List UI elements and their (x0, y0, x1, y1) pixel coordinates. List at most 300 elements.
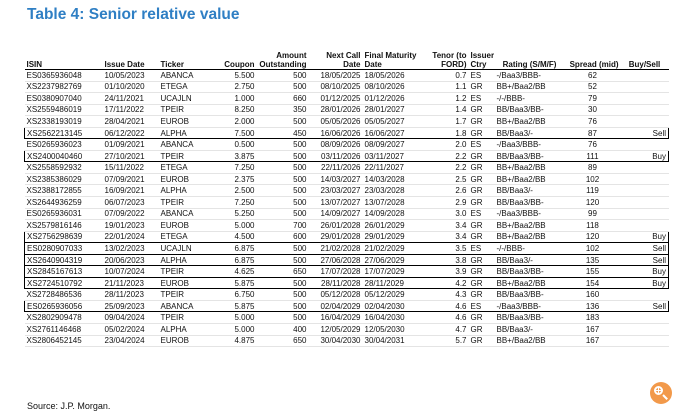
tenor-cell: 5.7 (423, 335, 469, 347)
ticker-cell: TPEIR (159, 266, 211, 278)
spread-cell: 135 (565, 254, 621, 266)
senior-relative-value-table (24, 32, 669, 347)
final-maturity-date-cell: 08/09/2027 (363, 139, 423, 151)
issuer-ctry-cell: GR (469, 197, 495, 209)
coupon-cell: 5.500 (211, 70, 257, 82)
issuer-ctry-cell: GR (469, 266, 495, 278)
amount-outstanding-cell: 500 (257, 312, 309, 324)
final-maturity-date-cell: 26/01/2029 (363, 220, 423, 232)
isin-cell: ES0280907033 (25, 243, 103, 255)
amount-outstanding-cell: 700 (257, 220, 309, 232)
issuer-ctry-cell: GR (469, 220, 495, 232)
next-call-date-cell: 12/05/2029 (309, 324, 363, 336)
next-call-date-cell: 23/03/2027 (309, 185, 363, 197)
amount-outstanding-cell: 500 (257, 243, 309, 255)
ticker-cell: ETEGA (159, 231, 211, 243)
ticker-cell: EUROB (159, 277, 211, 289)
isin-cell: XS2237982769 (25, 81, 103, 93)
final-maturity-date-cell: 29/01/2029 (363, 231, 423, 243)
buy-sell-cell: Buy (621, 266, 669, 278)
issuer-ctry-cell: GR (469, 324, 495, 336)
coupon-cell: 2.000 (211, 116, 257, 128)
next-call-date-cell: 17/07/2028 (309, 266, 363, 278)
ticker-cell: TPEIR (159, 197, 211, 209)
next-call-date-cell: 16/06/2026 (309, 127, 363, 139)
col-header-coupon: Coupon (211, 32, 257, 70)
tenor-cell: 3.5 (423, 243, 469, 255)
isin-cell: ES0265936056 (25, 300, 103, 312)
buy-sell-cell (621, 289, 669, 301)
isin-cell: XS2562213145 (25, 127, 103, 139)
coupon-cell: 5.250 (211, 208, 257, 220)
next-call-date-cell: 05/05/2026 (309, 116, 363, 128)
ticker-cell: ETEGA (159, 162, 211, 174)
table-row (25, 324, 669, 336)
buy-sell-cell (621, 208, 669, 220)
source-note: Source: J.P. Morgan. (27, 401, 111, 411)
issue-date-cell: 22/01/2024 (103, 231, 159, 243)
next-call-date-cell: 26/01/2028 (309, 220, 363, 232)
amount-outstanding-cell: 500 (257, 300, 309, 312)
issuer-ctry-cell: GR (469, 254, 495, 266)
issue-date-cell: 27/10/2021 (103, 150, 159, 162)
issuer-ctry-cell: GR (469, 81, 495, 93)
spread-cell: 52 (565, 81, 621, 93)
ticker-cell: TPEIR (159, 150, 211, 162)
coupon-cell: 5.875 (211, 277, 257, 289)
table-row (25, 300, 669, 312)
spread-cell: 30 (565, 104, 621, 116)
final-maturity-date-cell: 05/12/2029 (363, 289, 423, 301)
isin-cell: ES0265936031 (25, 208, 103, 220)
spread-cell: 155 (565, 266, 621, 278)
final-maturity-date-cell: 23/03/2028 (363, 185, 423, 197)
buy-sell-cell (621, 139, 669, 151)
table-row (25, 243, 669, 255)
coupon-cell: 5.000 (211, 324, 257, 336)
buy-sell-cell (621, 197, 669, 209)
isin-cell: XS2644936259 (25, 197, 103, 209)
table-row (25, 127, 669, 139)
tenor-cell: 3.4 (423, 231, 469, 243)
next-call-date-cell: 29/01/2028 (309, 231, 363, 243)
next-call-date-cell: 08/10/2025 (309, 81, 363, 93)
final-maturity-date-cell: 13/07/2028 (363, 197, 423, 209)
rating-cell: BB+/Baa2/BB (495, 220, 565, 232)
table-row (25, 173, 669, 185)
ticker-cell: TPEIR (159, 104, 211, 116)
spread-cell: 183 (565, 312, 621, 324)
amount-outstanding-cell: 350 (257, 104, 309, 116)
amount-outstanding-cell: 500 (257, 277, 309, 289)
spread-cell: 62 (565, 70, 621, 82)
issue-date-cell: 10/05/2023 (103, 70, 159, 82)
next-call-date-cell: 18/05/2025 (309, 70, 363, 82)
buy-sell-cell: Sell (621, 254, 669, 266)
buy-sell-cell: Buy (621, 231, 669, 243)
tenor-cell: 2.6 (423, 185, 469, 197)
final-maturity-date-cell: 14/09/2028 (363, 208, 423, 220)
final-maturity-date-cell: 08/10/2026 (363, 81, 423, 93)
coupon-cell: 5.000 (211, 220, 257, 232)
rating-cell: BB+/Baa2/BB (495, 335, 565, 347)
issue-date-cell: 10/07/2024 (103, 266, 159, 278)
coupon-cell: 1.000 (211, 93, 257, 105)
next-call-date-cell: 14/09/2027 (309, 208, 363, 220)
issuer-ctry-cell: ES (469, 208, 495, 220)
table-row (25, 104, 669, 116)
issue-date-cell: 20/06/2023 (103, 254, 159, 266)
final-maturity-date-cell: 27/06/2029 (363, 254, 423, 266)
tenor-cell: 4.6 (423, 312, 469, 324)
final-maturity-date-cell: 21/02/2029 (363, 243, 423, 255)
issue-date-cell: 17/11/2022 (103, 104, 159, 116)
final-maturity-date-cell: 03/11/2027 (363, 150, 423, 162)
next-call-date-cell: 30/04/2030 (309, 335, 363, 347)
rating-cell: BB/Baa3/BB- (495, 197, 565, 209)
amount-outstanding-cell: 500 (257, 197, 309, 209)
isin-cell: ES0265936023 (25, 139, 103, 151)
rating-cell: BB/Baa3/BB- (495, 150, 565, 162)
buy-sell-cell (621, 220, 669, 232)
next-call-date-cell: 28/01/2026 (309, 104, 363, 116)
table-body (25, 70, 669, 347)
next-call-date-cell: 13/07/2027 (309, 197, 363, 209)
next-call-date-cell: 05/12/2028 (309, 289, 363, 301)
tenor-cell: 1.7 (423, 116, 469, 128)
coupon-cell: 8.250 (211, 104, 257, 116)
rating-cell: -/-/BBB- (495, 93, 565, 105)
tenor-cell: 2.9 (423, 197, 469, 209)
next-call-date-cell: 02/04/2029 (309, 300, 363, 312)
issue-date-cell: 21/11/2023 (103, 277, 159, 289)
col-header-issue-date: Issue Date (103, 32, 159, 70)
final-maturity-date-cell: 28/01/2027 (363, 104, 423, 116)
spread-cell: 102 (565, 243, 621, 255)
buy-sell-cell (621, 185, 669, 197)
coupon-cell: 6.875 (211, 254, 257, 266)
isin-cell: XS2388172855 (25, 185, 103, 197)
table-row (25, 312, 669, 324)
coupon-cell: 7.250 (211, 162, 257, 174)
issue-date-cell: 06/12/2022 (103, 127, 159, 139)
ticker-cell: TPEIR (159, 289, 211, 301)
buy-sell-cell (621, 93, 669, 105)
ticker-cell: EUROB (159, 335, 211, 347)
spread-cell: 120 (565, 197, 621, 209)
issuer-ctry-cell: GR (469, 150, 495, 162)
spread-cell: 167 (565, 335, 621, 347)
issue-date-cell: 01/10/2020 (103, 81, 159, 93)
coupon-cell: 2.500 (211, 185, 257, 197)
issuer-ctry-cell: GR (469, 335, 495, 347)
amount-outstanding-cell: 500 (257, 116, 309, 128)
isin-cell: XS2579816146 (25, 220, 103, 232)
amount-outstanding-cell: 500 (257, 81, 309, 93)
rating-cell: BB+/Baa2/BB (495, 173, 565, 185)
rating-cell: BB/Baa3/BB- (495, 266, 565, 278)
next-call-date-cell: 03/11/2026 (309, 150, 363, 162)
final-maturity-date-cell: 01/12/2026 (363, 93, 423, 105)
spread-cell: 136 (565, 300, 621, 312)
next-call-date-cell: 21/02/2028 (309, 243, 363, 255)
isin-cell: XS2845167613 (25, 266, 103, 278)
isin-cell: XS2761146468 (25, 324, 103, 336)
col-header-buy-sell: Buy/Sell (621, 32, 669, 70)
buy-sell-cell (621, 81, 669, 93)
rating-cell: -/-/BBB- (495, 243, 565, 255)
rating-cell: BB/Baa3/BB- (495, 104, 565, 116)
amount-outstanding-cell: 500 (257, 162, 309, 174)
table-row (25, 254, 669, 266)
next-call-date-cell: 14/03/2027 (309, 173, 363, 185)
ticker-cell: UCAJLN (159, 93, 211, 105)
tenor-cell: 2.2 (423, 162, 469, 174)
issuer-ctry-cell: GR (469, 162, 495, 174)
coupon-cell: 2.375 (211, 173, 257, 185)
amount-outstanding-cell: 500 (257, 185, 309, 197)
coupon-cell: 4.625 (211, 266, 257, 278)
isin-cell: XS2338193019 (25, 116, 103, 128)
final-maturity-date-cell: 16/04/2030 (363, 312, 423, 324)
final-maturity-date-cell: 02/04/2030 (363, 300, 423, 312)
amount-outstanding-cell: 500 (257, 70, 309, 82)
isin-cell: XS2385386029 (25, 173, 103, 185)
coupon-cell: 5.875 (211, 300, 257, 312)
rating-cell: BB/Baa3/- (495, 185, 565, 197)
issue-date-cell: 24/11/2021 (103, 93, 159, 105)
tenor-cell: 1.2 (423, 93, 469, 105)
ticker-cell: ALPHA (159, 324, 211, 336)
ticker-cell: ABANCA (159, 70, 211, 82)
final-maturity-date-cell: 05/05/2027 (363, 116, 423, 128)
col-header-rating: Rating (S/M/F) (495, 32, 565, 70)
tenor-cell: 3.4 (423, 220, 469, 232)
coupon-cell: 4.875 (211, 335, 257, 347)
table-row (25, 81, 669, 93)
issuer-ctry-cell: ES (469, 139, 495, 151)
spread-cell: 154 (565, 277, 621, 289)
buy-sell-cell (621, 335, 669, 347)
final-maturity-date-cell: 14/03/2028 (363, 173, 423, 185)
buy-sell-cell: Buy (621, 150, 669, 162)
spread-cell: 160 (565, 289, 621, 301)
issue-date-cell: 07/09/2022 (103, 208, 159, 220)
rating-cell: -/Baa3/BBB- (495, 208, 565, 220)
amount-outstanding-cell: 500 (257, 173, 309, 185)
coupon-cell: 5.000 (211, 312, 257, 324)
issuer-ctry-cell: GR (469, 289, 495, 301)
isin-cell: ES0380907040 (25, 93, 103, 105)
table-row (25, 197, 669, 209)
buy-sell-cell (621, 162, 669, 174)
buy-sell-cell: Buy (621, 277, 669, 289)
issue-date-cell: 19/01/2023 (103, 220, 159, 232)
col-header-amount-outstanding: Amount Outstanding (257, 32, 309, 70)
spread-cell: 89 (565, 162, 621, 174)
buy-sell-cell: Sell (621, 300, 669, 312)
rating-cell: BB+/Baa2/BB (495, 162, 565, 174)
col-header-issuer-ctry: Issuer Ctry (469, 32, 495, 70)
next-call-date-cell: 27/06/2028 (309, 254, 363, 266)
rating-cell: BB+/Baa2/BB (495, 81, 565, 93)
isin-cell: XS2806452145 (25, 335, 103, 347)
isin-cell: XS2640904319 (25, 254, 103, 266)
final-maturity-date-cell: 22/11/2027 (363, 162, 423, 174)
issue-date-cell: 07/09/2021 (103, 173, 159, 185)
issue-date-cell: 05/02/2024 (103, 324, 159, 336)
isin-cell: XS2756298639 (25, 231, 103, 243)
spread-cell: 99 (565, 208, 621, 220)
final-maturity-date-cell: 12/05/2030 (363, 324, 423, 336)
issue-date-cell: 16/09/2021 (103, 185, 159, 197)
issue-date-cell: 13/02/2023 (103, 243, 159, 255)
col-header-tenor: Tenor (to FORD) (423, 32, 469, 70)
coupon-cell: 6.750 (211, 289, 257, 301)
issuer-ctry-cell: GR (469, 116, 495, 128)
table-row (25, 231, 669, 243)
next-call-date-cell: 16/04/2029 (309, 312, 363, 324)
spread-cell: 111 (565, 150, 621, 162)
issuer-ctry-cell: ES (469, 70, 495, 82)
tenor-cell: 3.8 (423, 254, 469, 266)
tenor-cell: 2.0 (423, 139, 469, 151)
zoom-button[interactable] (650, 382, 672, 404)
issue-date-cell: 25/09/2023 (103, 300, 159, 312)
tenor-cell: 4.2 (423, 277, 469, 289)
ticker-cell: ALPHA (159, 254, 211, 266)
issuer-ctry-cell: ES (469, 243, 495, 255)
issuer-ctry-cell: GR (469, 231, 495, 243)
coupon-cell: 2.750 (211, 81, 257, 93)
coupon-cell: 7.250 (211, 197, 257, 209)
rating-cell: BB/Baa3/- (495, 127, 565, 139)
rating-cell: BB+/Baa2/BB (495, 116, 565, 128)
isin-cell: XS2559486019 (25, 104, 103, 116)
table-row (25, 162, 669, 174)
coupon-cell: 7.500 (211, 127, 257, 139)
ticker-cell: UCAJLN (159, 243, 211, 255)
issuer-ctry-cell: ES (469, 93, 495, 105)
coupon-cell: 4.500 (211, 231, 257, 243)
ticker-cell: EUROB (159, 116, 211, 128)
issue-date-cell: 09/04/2024 (103, 312, 159, 324)
tenor-cell: 3.9 (423, 266, 469, 278)
buy-sell-cell (621, 312, 669, 324)
ticker-cell: TPEIR (159, 312, 211, 324)
amount-outstanding-cell: 450 (257, 127, 309, 139)
col-header-spread: Spread (mid) (565, 32, 621, 70)
issue-date-cell: 28/04/2021 (103, 116, 159, 128)
amount-outstanding-cell: 660 (257, 93, 309, 105)
buy-sell-cell: Sell (621, 243, 669, 255)
table-row (25, 139, 669, 151)
issue-date-cell: 01/09/2021 (103, 139, 159, 151)
ticker-cell: EUROB (159, 220, 211, 232)
table-row (25, 289, 669, 301)
amount-outstanding-cell: 500 (257, 254, 309, 266)
table-row (25, 266, 669, 278)
final-maturity-date-cell: 16/06/2027 (363, 127, 423, 139)
rating-cell: BB/Baa3/- (495, 254, 565, 266)
buy-sell-cell (621, 70, 669, 82)
tenor-cell: 1.1 (423, 81, 469, 93)
next-call-date-cell: 28/11/2028 (309, 277, 363, 289)
isin-cell: XS2802909478 (25, 312, 103, 324)
issue-date-cell: 28/11/2023 (103, 289, 159, 301)
table-row (25, 93, 669, 105)
issue-date-cell: 06/07/2023 (103, 197, 159, 209)
isin-cell: XS2724510792 (25, 277, 103, 289)
ticker-cell: ABANCA (159, 300, 211, 312)
spread-cell: 87 (565, 127, 621, 139)
amount-outstanding-cell: 500 (257, 150, 309, 162)
col-header-ticker: Ticker (159, 32, 211, 70)
rating-cell: -/Baa3/BBB- (495, 70, 565, 82)
table-title: Table 4: Senior relative value (27, 6, 240, 23)
tenor-cell: 2.2 (423, 150, 469, 162)
col-header-isin: ISIN (25, 32, 103, 70)
isin-cell: XS2400040460 (25, 150, 103, 162)
rating-cell: BB+/Baa2/BB (495, 231, 565, 243)
tenor-cell: 3.0 (423, 208, 469, 220)
table-row (25, 220, 669, 232)
rating-cell: BB/Baa3/BB- (495, 312, 565, 324)
amount-outstanding-cell: 600 (257, 231, 309, 243)
amount-outstanding-cell: 500 (257, 139, 309, 151)
next-call-date-cell: 22/11/2026 (309, 162, 363, 174)
buy-sell-cell (621, 173, 669, 185)
spread-cell: 167 (565, 324, 621, 336)
coupon-cell: 6.875 (211, 243, 257, 255)
ticker-cell: ETEGA (159, 81, 211, 93)
amount-outstanding-cell: 500 (257, 289, 309, 301)
final-maturity-date-cell: 30/04/2031 (363, 335, 423, 347)
rating-cell: -/Baa3/BBB- (495, 139, 565, 151)
issue-date-cell: 15/11/2022 (103, 162, 159, 174)
spread-cell: 120 (565, 231, 621, 243)
table-row (25, 116, 669, 128)
ticker-cell: ABANCA (159, 208, 211, 220)
tenor-cell: 0.7 (423, 70, 469, 82)
issuer-ctry-cell: GR (469, 127, 495, 139)
spread-cell: 76 (565, 116, 621, 128)
amount-outstanding-cell: 650 (257, 335, 309, 347)
ticker-cell: EUROB (159, 173, 211, 185)
isin-cell: XS2728486536 (25, 289, 103, 301)
table-row (25, 208, 669, 220)
buy-sell-cell: Sell (621, 127, 669, 139)
spread-cell: 118 (565, 220, 621, 232)
col-header-final-maturity-date: Final Maturity Date (363, 32, 423, 70)
table-row (25, 277, 669, 289)
spread-cell: 76 (565, 139, 621, 151)
table-row (25, 70, 669, 82)
issuer-ctry-cell: ES (469, 300, 495, 312)
buy-sell-cell (621, 116, 669, 128)
buy-sell-cell (621, 104, 669, 116)
amount-outstanding-cell: 400 (257, 324, 309, 336)
final-maturity-date-cell: 28/11/2029 (363, 277, 423, 289)
issue-date-cell: 23/04/2024 (103, 335, 159, 347)
header-row (25, 32, 669, 70)
rating-cell: BB/Baa3/- (495, 324, 565, 336)
next-call-date-cell: 01/12/2025 (309, 93, 363, 105)
buy-sell-cell (621, 324, 669, 336)
next-call-date-cell: 08/09/2026 (309, 139, 363, 151)
final-maturity-date-cell: 18/05/2026 (363, 70, 423, 82)
table-row (25, 185, 669, 197)
